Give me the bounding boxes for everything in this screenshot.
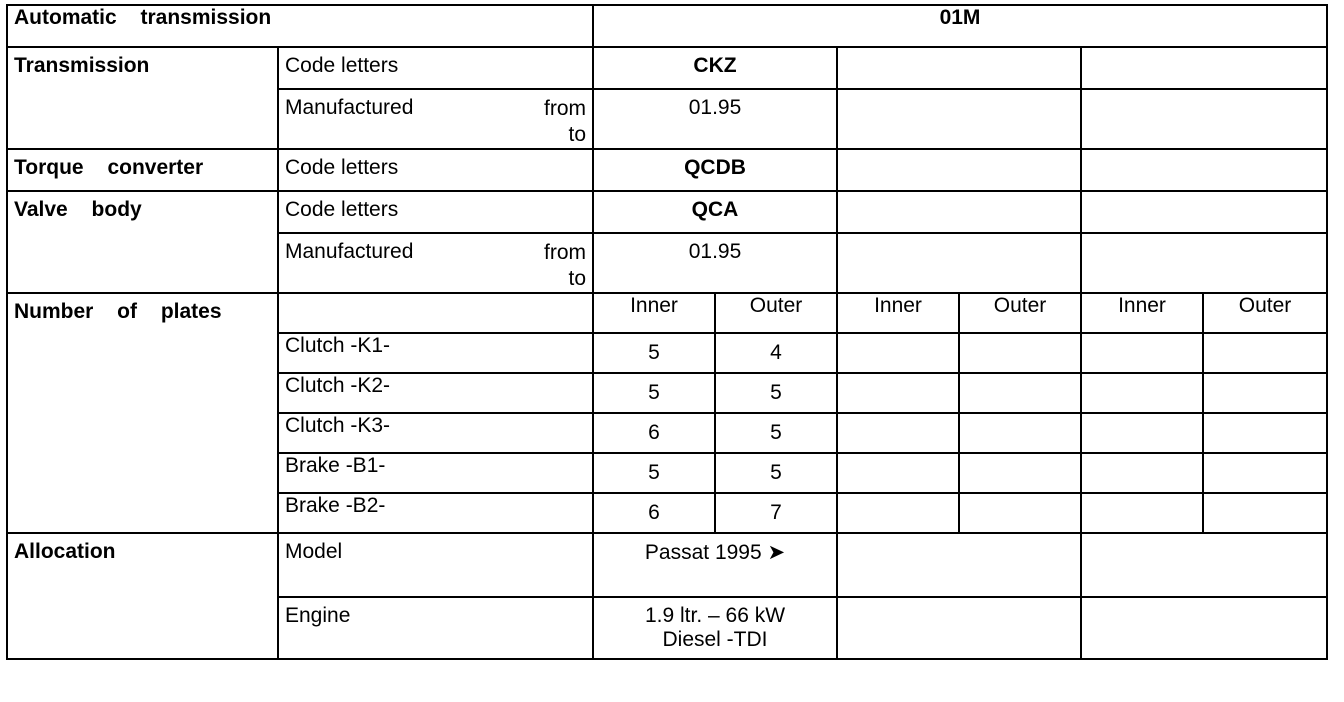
valve-body-manufactured-value: 01.95 xyxy=(593,233,837,293)
plate-empty xyxy=(1203,413,1327,453)
plate-empty xyxy=(959,333,1081,373)
torque-converter-code-value: QCDB xyxy=(593,149,837,191)
valve-body-manufactured-label xyxy=(278,233,593,293)
plate-outer-value: 7 xyxy=(715,493,837,533)
allocation-model-label: Model xyxy=(278,533,593,597)
transmission-code-row xyxy=(7,47,1327,89)
plate-outer-value: 4 xyxy=(715,333,837,373)
transmission-code-letters-value: CKZ xyxy=(593,47,837,89)
plate-empty xyxy=(837,413,959,453)
torque-converter-code-letters-label: Code letters xyxy=(278,149,593,191)
transmission-manufactured-label xyxy=(278,89,593,149)
plate-empty xyxy=(837,493,959,533)
transmission-mfg-empty-2 xyxy=(1081,89,1327,149)
plate-empty xyxy=(1081,493,1203,533)
plates-inner-header-3: Inner xyxy=(1081,293,1203,333)
valve-body-mfg-empty-1 xyxy=(837,233,1081,293)
allocation-engine-empty-2 xyxy=(1081,597,1327,659)
transmission-code-empty-1 xyxy=(837,47,1081,89)
manufactured-text: Manufactured xyxy=(285,96,414,119)
plate-empty xyxy=(959,453,1081,493)
header-code: 01M xyxy=(593,5,1327,47)
plate-inner-value: 5 xyxy=(593,373,715,413)
plate-inner-value: 6 xyxy=(593,493,715,533)
torque-converter-empty-2 xyxy=(1081,149,1327,191)
plate-name: Clutch -K2- xyxy=(278,373,593,413)
plate-empty xyxy=(1081,333,1203,373)
plate-outer-value: 5 xyxy=(715,413,837,453)
plate-inner-value: 5 xyxy=(593,453,715,493)
plate-empty xyxy=(959,413,1081,453)
allocation-label: Allocation xyxy=(7,533,278,659)
plate-empty xyxy=(959,373,1081,413)
transmission-label: Transmission xyxy=(7,47,278,149)
valve-body-mfg-empty-2 xyxy=(1081,233,1327,293)
engine-value-line1: 1.9 ltr. – 66 kW xyxy=(644,604,786,627)
transmission-manufactured-value: 01.95 xyxy=(593,89,837,149)
plates-outer-header-3: Outer xyxy=(1203,293,1327,333)
plate-name: Clutch -K3- xyxy=(278,413,593,453)
allocation-model-empty-1 xyxy=(837,533,1081,597)
allocation-engine-value xyxy=(593,597,837,659)
plates-inner-header-2: Inner xyxy=(837,293,959,333)
plates-outer-header-1: Outer xyxy=(715,293,837,333)
valve-body-code-value: QCA xyxy=(593,191,837,233)
from-to-label: from to xyxy=(544,97,586,146)
allocation-engine-label: Engine xyxy=(278,597,593,659)
plate-empty xyxy=(837,333,959,373)
torque-converter-empty-1 xyxy=(837,149,1081,191)
engine-value-line2: Diesel -TDI xyxy=(662,628,768,651)
allocation-model-empty-2 xyxy=(1081,533,1327,597)
transmission-code-letters-label: Code letters xyxy=(278,47,593,89)
plate-name: Brake -B2- xyxy=(278,493,593,533)
header-row xyxy=(7,5,1327,47)
plate-empty xyxy=(1081,453,1203,493)
header-title: Automatic transmission xyxy=(7,5,593,47)
plates-header-blank xyxy=(278,293,593,333)
allocation-model-row xyxy=(7,533,1327,597)
torque-converter-row xyxy=(7,149,1327,191)
torque-converter-label: Torque converter xyxy=(7,149,278,191)
plate-name: Brake -B1- xyxy=(278,453,593,493)
plate-outer-value: 5 xyxy=(715,373,837,413)
allocation-model-value: Passat 1995 ➤ xyxy=(593,533,837,597)
plate-empty xyxy=(837,373,959,413)
transmission-mfg-empty-1 xyxy=(837,89,1081,149)
transmission-code-empty-2 xyxy=(1081,47,1327,89)
spec-sheet xyxy=(6,4,1336,696)
valve-body-code-empty-2 xyxy=(1081,191,1327,233)
plate-empty xyxy=(837,453,959,493)
plate-outer-value: 5 xyxy=(715,453,837,493)
plate-name: Clutch -K1- xyxy=(278,333,593,373)
valve-body-code-empty-1 xyxy=(837,191,1081,233)
plate-empty xyxy=(959,493,1081,533)
plate-empty xyxy=(1203,453,1327,493)
plate-empty xyxy=(1203,373,1327,413)
from-to-label: from to xyxy=(544,241,586,290)
plate-inner-value: 5 xyxy=(593,333,715,373)
plates-label: Number of plates xyxy=(7,293,278,533)
plate-empty xyxy=(1203,493,1327,533)
valve-body-code-letters-label: Code letters xyxy=(278,191,593,233)
manufactured-text: Manufactured xyxy=(285,240,414,263)
plates-header-row xyxy=(7,293,1327,333)
plates-inner-header-1: Inner xyxy=(593,293,715,333)
plate-empty xyxy=(1081,373,1203,413)
plate-empty xyxy=(1203,333,1327,373)
plate-inner-value: 6 xyxy=(593,413,715,453)
transmission-spec-table xyxy=(6,4,1328,660)
valve-body-label: Valve body xyxy=(7,191,278,293)
plates-outer-header-2: Outer xyxy=(959,293,1081,333)
valve-body-code-row xyxy=(7,191,1327,233)
plate-empty xyxy=(1081,413,1203,453)
allocation-engine-empty-1 xyxy=(837,597,1081,659)
